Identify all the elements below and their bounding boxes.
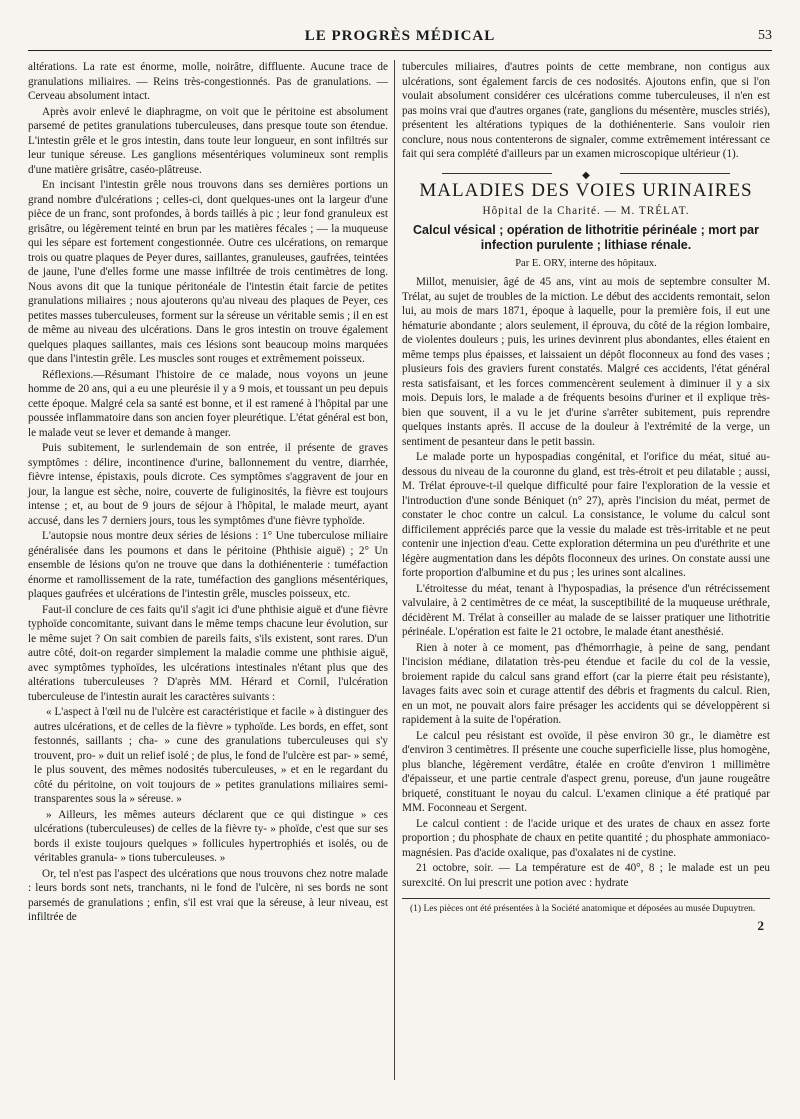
section-ornament: ◆ [402,168,770,178]
right-column [402,60,770,934]
paragraph: Réflexions.—Résumant l'histoire de ce malade, nous voyons un jeune homme de 20 ans, qui a eu une pleurésie il y a 9 mois, et toussant un peu depuis cette époque. Malgré cela sa santé est bonne, et il est ramené à l'hôpital par une poussée inflammatoire dans son ancien foyer pleurétique. L'état général est bon, le malade veut se lever et demande à manger. [28,368,388,439]
page-number: 53 [758,28,772,43]
left-column [28,60,388,926]
page-header [28,24,772,51]
paragraph: Le calcul peu résistant est ovoïde, il pèse environ 30 gr., le diamètre est d'environ 3 centimètres. Il présente une couche superficielle lisse, plus homogène, plus blanche, légèrement verdâtre, étalée en croûte d'environ 1 millimètre d'épaisseur, et une partie centrale d'aspect grenu, poreuse, d'un jaune rougeâtre briqueté, constituant le noyau du calcul. L'examen clinique a été pratiqué par MM. Foconneau et Sergent. [402,729,770,814]
article-body [402,275,770,890]
article-title: Calcul vésical ; opération de lithotritie périnéale ; mort par infection purulente ; lithiase rénale. [413,222,759,252]
right-column-continuation [402,60,770,162]
paragraph: altérations. La rate est énorme, molle, noirâtre, diffluente. Aucune trace de granulations miliaires. — Reins très-congestionnés. Pas de granulations. — Cerveau absolument intact. [28,61,388,102]
paragraph: 21 octobre, soir. — La température est de 40°, 8 ; le malade est un peu surexcité. On lui prescrit une potion avec : hydrate [402,862,770,889]
paragraph: En incisant l'intestin grêle nous trouvons dans ses dernières portions un grand nombre d'ulcérations ; celles-ci, dont quelques-unes ont la largeur d'une pièce de un franc, sont profondes, à bords taillés à pic ; leur fond granuleux est grisâtre, ou légèrement teinté en brun par les matières fécales ; — la muqueuse qui les sépare est fortement congestionnée. Outre ces ulcérations, on remarque trois ou quatre plaques de Peyer dures, saillantes, granuleuses, gaufrées, teintées de jaune, l'une d'elles forme une masse infiltrée de trois centimètres de long. Nous avons dit que la tunique péritonéale de l'intestin était farcie de petites granulations miliaires ; nous ajouterons qu'au niveau des plaques de Peyer, ces petites masses tuberculeuses, forment sur la séreuse un véritable semis ; il en est de même au niveau des ulcérations. Dans le gros intestin on trouve également quelques plaques saillantes, mais ces lésions sont beaucoup moins marquées que dans l'intestin grêle. Les muscles sont rouges et extrêmement poisseux. [28,179,388,365]
paragraph: Or, tel n'est pas l'aspect des ulcérations que nous trouvons chez notre malade : leurs bords sont nets, tranchants, ni le fond de l'ulcère, ni ses bords ne sont parsemés de granulations ; enfin, s'il est vrai que la séreuse, à leur niveau, est infiltrée de [28,867,388,923]
byline: Par E. ORY, interne des hôpitaux. [515,257,657,269]
signature-mark: 2 [757,918,764,933]
paragraph: Le calcul contient : de l'acide urique et des urates de chaux en assez forte proportion ; du phosphate de chaux en petite quantité ; du phosphate ammoniaco-magnésien. Pas d'acide oxalique, pas d'oxalates ni de cystine. [402,817,770,859]
paragraph: Millot, menuisier, âgé de 45 ans, vint au mois de septembre consulter M. Trélat, au sujet de troubles de la miction. Le début des accidents remontait, selon lui, au mois de mars 1871, époque à laquelle, pour la première fois, il eut une hématurie abondante ; alors seulement, il éprouva, du côté de la région lombaire, de violentes douleurs ; puis, les urines devinrent plus abondantes, elles étaient en même temps plus épaisses, et laissaient un dépôt floconneux au fond des vases ; plusieurs fois des graviers furent constatés. Malgré ces accidents, l'état général resta satisfaisant, et les forces commencèrent seulement à diminuer il y a six mois. Depuis lors, le malade a de fréquents besoins d'uriner et il explique très-bien que souvent, il a vu le jet d'urine s'arrêter subitement, puis reprendre quelques instants après. Il accuse de la douleur à l'extrémité de la verge, un sentiment de pesanteur dans le petit bassin. [402,276,770,448]
paragraph: tubercules miliaires, d'autres points de cette membrane, non contigus aux ulcérations, sont également farcis de ces nodosités. Ajoutons enfin, que si l'on voulait absolument considérer ces ulcérations comme tuberculeuses, il n'en est pas moins vrai que d'autres organes (rate, ganglions du mésentère, muscles striés), présentent les altérations typiques de la dothiénenterie. Sans vouloir rien conclure, nous nous contenterons de signaler, comme extrêmement intéressant ce fait qui sera complété d'ailleurs par un examen microscopique ultérieur (1). [402,61,770,160]
paragraph: Rien à noter à ce moment, pas d'hémorrhagie, à peine de sang, pendant l'incision médiane, dilatation très-peu étendue et facile du col de la vessie, broiement rapide du calcul sans grand effort (car la pierre était peu résistante), lavages faits avec soin et curage attentif des débris et fragments du calcul. Rien, en un mot, ne pouvait alors faire présager les accidents qui se développèrent si rapidement à la suite de l'opération. [402,641,770,726]
paragraph: L'étroitesse du méat, tenant à l'hypospadias, la présence d'un rétrécissement valvulaire, à 2 centimètres de ce méat, la susceptibilité de la muqueuse uréthrale, décidèrent M. Trélat à conseiller au malade de se laisser pratiquer une lithotritie périnéale. L'opération est faite le 21 octobre, le malade étant anesthésié. [402,582,770,638]
paragraph: L'autopsie nous montre deux séries de lésions : 1° Une tuberculose miliaire généralisée dans les poumons et dans le péritoine (Phthisie aiguë) ; 2° Un ensemble de lésions qu'on ne trouve que dans la dothiénenterie : tuméfaction énorme et ramollissement de la rate, tuméfaction des ganglions mésentériques, plaques gaufrées et ulcérations de l'intestin grêle, muscles poisseux, etc. [28,530,388,600]
hospital-line: Hôpital de la Charité. — M. TRÉLAT. [482,205,690,217]
paragraph: Après avoir enlevé le diaphragme, on voit que le péritoine est absolument parsemé de petites granulations tuberculeuses, dans presque toute son étendue. L'intestin grêle et le gros intestin, dans toute leur longueur, en sont infiltrés sur leur tunique séreuse. Les ganglions mésentériques volumineux sont remplis d'une matière grisâtre, caséo-plâtreuse. [28,105,388,176]
footnote-rule [402,898,770,899]
paragraph: Puis subitement, le surlendemain de son entrée, il présente de graves symptômes : délire, incontinence d'urine, ballonnement du ventre, diarrhée, fièvre intense, épistaxis, pouls dicrote. Ces symptômes s'aggravent de jour en jour, la langue est sèche, noire, couverte de fuliginosités, la fièvre est toujours intense ; et, au bout de 9 jours de séjour à l'hôpital, le malade meurt, ayant accusé, dans les 7 derniers jours, tous les symptômes d'une fièvre typhoïde. [28,442,388,527]
paragraph: Le malade porte un hypospadias congénital, et l'orifice du méat, situé au-dessous du niveau de la couronne du gland, est très-étroit et peu dilatable ; aussi, M. Trélat éprouve-t-il quelque difficulté pour faire l'exploration de la vessie et l'introduction d'une sonde Béniquet (n° 27), après l'incision du méat, permet de constater le choc contre un calcul. La consistance, le volume du calcul sont difficilement appréciés parce que la vessie du malade est très-irritable et ne peut contenir une injection d'eau. Cette exploration détermina un peu d'uréthrite et une légère augmentation dans les dépôts floconneux des urines. On constate aussi une forte proportion d'albumine et du pus ; les urines sont alcalines. [402,451,770,579]
paragraph: « L'aspect à l'œil nu de l'ulcère est caractéristique et facile » à distinguer des autres ulcérations, et de celles de la fièvre » typhoïde. Les bords, en effet, sont festonnés, saillants ; cha- » cune des granulations tuberculeuses qui s'y trouvent, pro- » duit un relief isolé ; de plus, le fond de l'ulcère est par- » semé, le plus souvent, des mêmes nodosités tuberculeuses, » et en le regardant du côté du péritoine, on voit toujours de » petites granulations miliaires semi-transparentes sous la » séreuse. » [34,706,388,805]
paragraph: » Ailleurs, les mêmes auteurs déclarent que ce qui distingue » ces ulcérations (tuberculeuses) de celles de la fièvre ty- » phoïde, c'est que sur ses bords il existe toujours quelques » follicules hypertrophiés et isolés, ou de véritables granula- » tions tuberculeuses. » [34,808,388,864]
column-divider [394,60,395,1080]
journal-title: LE PROGRÈS MÉDICAL [304,28,496,44]
section-title: MALADIES DES VOIES URINAIRES [419,179,753,201]
paragraph: Faut-il conclure de ces faits qu'il s'agit ici d'une phthisie aiguë et d'une fièvre typhoïde concomitante, suivant dans le même temps chacune leur évolution, sur le même sujet ? On sait combien de pareils faits, s'ils existent, sont rares. D'un autre côté, doit-on regarder simplement la maladie comme une phthisie aiguë, avec symptômes typhoïdes, les ulcérations intestinales n'étant plus que des altérations tuberculeuses ? D'après MM. Hérard et Cornil, l'ulcération tuberculeuse de l'intestin aurait les caractères suivants : [28,603,388,703]
footnote: (1) Les pièces ont été présentées à la Société anatomique et déposées au musée Dupuytren. [410,904,756,914]
